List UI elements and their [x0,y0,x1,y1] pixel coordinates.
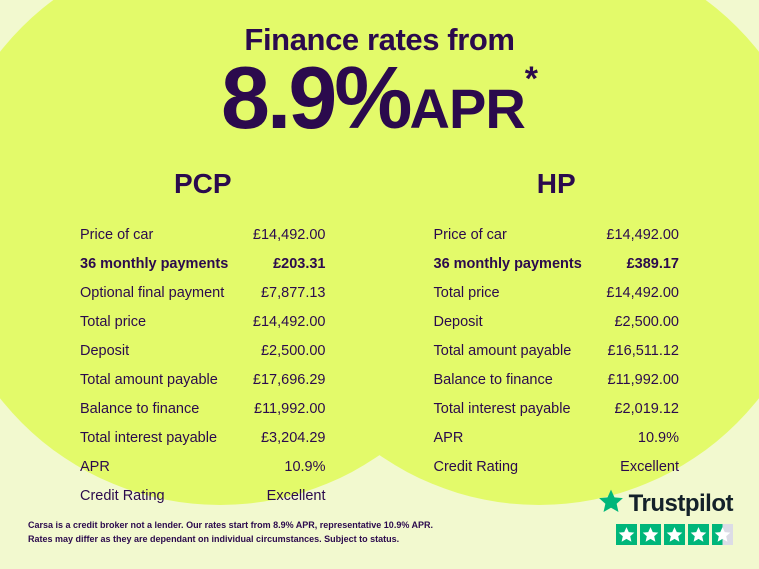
row-label: Optional final payment [80,284,225,301]
row-value: £14,492.00 [606,284,679,301]
trustpilot-rating [598,488,733,545]
row-value: £14,492.00 [252,226,326,243]
disclaimer [28,519,433,547]
row-label: Total amount payable [433,342,572,359]
row-label: Balance to finance [80,400,200,417]
table-row [434,394,680,423]
trustpilot-logo [598,488,733,519]
row-label: APR [433,429,464,446]
star-icon [640,524,661,545]
table-row [434,278,680,307]
table-row [80,452,326,481]
row-label: APR [80,458,110,475]
row-value: £11,992.00 [254,400,326,417]
row-value: £14,492.00 [606,226,679,243]
row-value: £2,500.00 [260,342,326,359]
row-value: £203.31 [273,255,326,272]
table-row [434,452,680,481]
column-title-hp: HP [536,168,576,199]
row-label: Deposit [80,342,130,359]
rate-unit: APR [409,77,525,140]
row-label: Total price [80,313,147,330]
row-label: 36 monthly payments [433,255,582,272]
table-row [80,365,326,394]
table-row [434,365,680,394]
row-value: 10.9% [637,429,679,446]
table-row [434,220,680,249]
table-row [80,423,326,452]
row-value: £2,500.00 [614,313,679,330]
row-value: Excellent [266,487,326,504]
row-value: £11,992.00 [607,371,679,388]
table-row [434,423,680,452]
column-title-pcp: PCP [173,168,232,199]
rate-display [0,48,759,147]
finance-column-pcp [0,168,380,510]
row-value: £7,877.13 [260,284,326,301]
table-row [434,249,680,278]
row-value: Excellent [620,458,679,475]
row-label: Price of car [433,226,507,243]
table-row [434,336,680,365]
table-row [80,481,326,510]
finance-columns [0,168,759,510]
table-row [80,220,326,249]
row-label: Deposit [433,313,483,330]
table-row [80,249,326,278]
row-label: Credit Rating [80,487,165,504]
row-value: £17,696.29 [252,371,326,388]
disclaimer-line-1: Carsa is a credit broker not a lender. Our rates start from 8.9% APR, representative 10.9% APR. [28,520,433,531]
row-label: Total interest payable [80,429,218,446]
row-value: £3,204.29 [260,429,326,446]
table-row [80,278,326,307]
star-icon [616,524,637,545]
star-icon [688,524,709,545]
row-label: Price of car [80,226,154,243]
row-value: £14,492.00 [252,313,326,330]
row-label: Total price [433,284,500,301]
table-row [80,394,326,423]
trustpilot-wordmark: Trustpilot [628,489,733,517]
table-row [80,336,326,365]
row-value: £16,511.12 [607,342,679,359]
row-label: Credit Rating [433,458,519,475]
row-label: 36 monthly payments [80,255,229,272]
disclaimer-line-2: Rates may differ as they are dependant on individual circumstances. Subject to status. [28,534,400,545]
star-icon [664,524,685,545]
row-value: 10.9% [284,458,326,475]
table-row [80,307,326,336]
row-label: Total interest payable [433,400,571,417]
trustpilot-star-icon [598,488,624,519]
trustpilot-stars [598,524,733,545]
row-value: £2,019.12 [614,400,679,417]
page-title: Finance rates from [244,22,515,57]
row-label: Balance to finance [433,371,553,388]
row-value: £389.17 [626,255,679,272]
finance-column-hp [380,168,759,510]
half-star-icon [712,524,733,545]
rate-asterisk: * [524,60,539,98]
row-label: Total amount payable [80,371,218,388]
table-row [434,307,680,336]
rate-value: 8.9% [220,48,410,147]
